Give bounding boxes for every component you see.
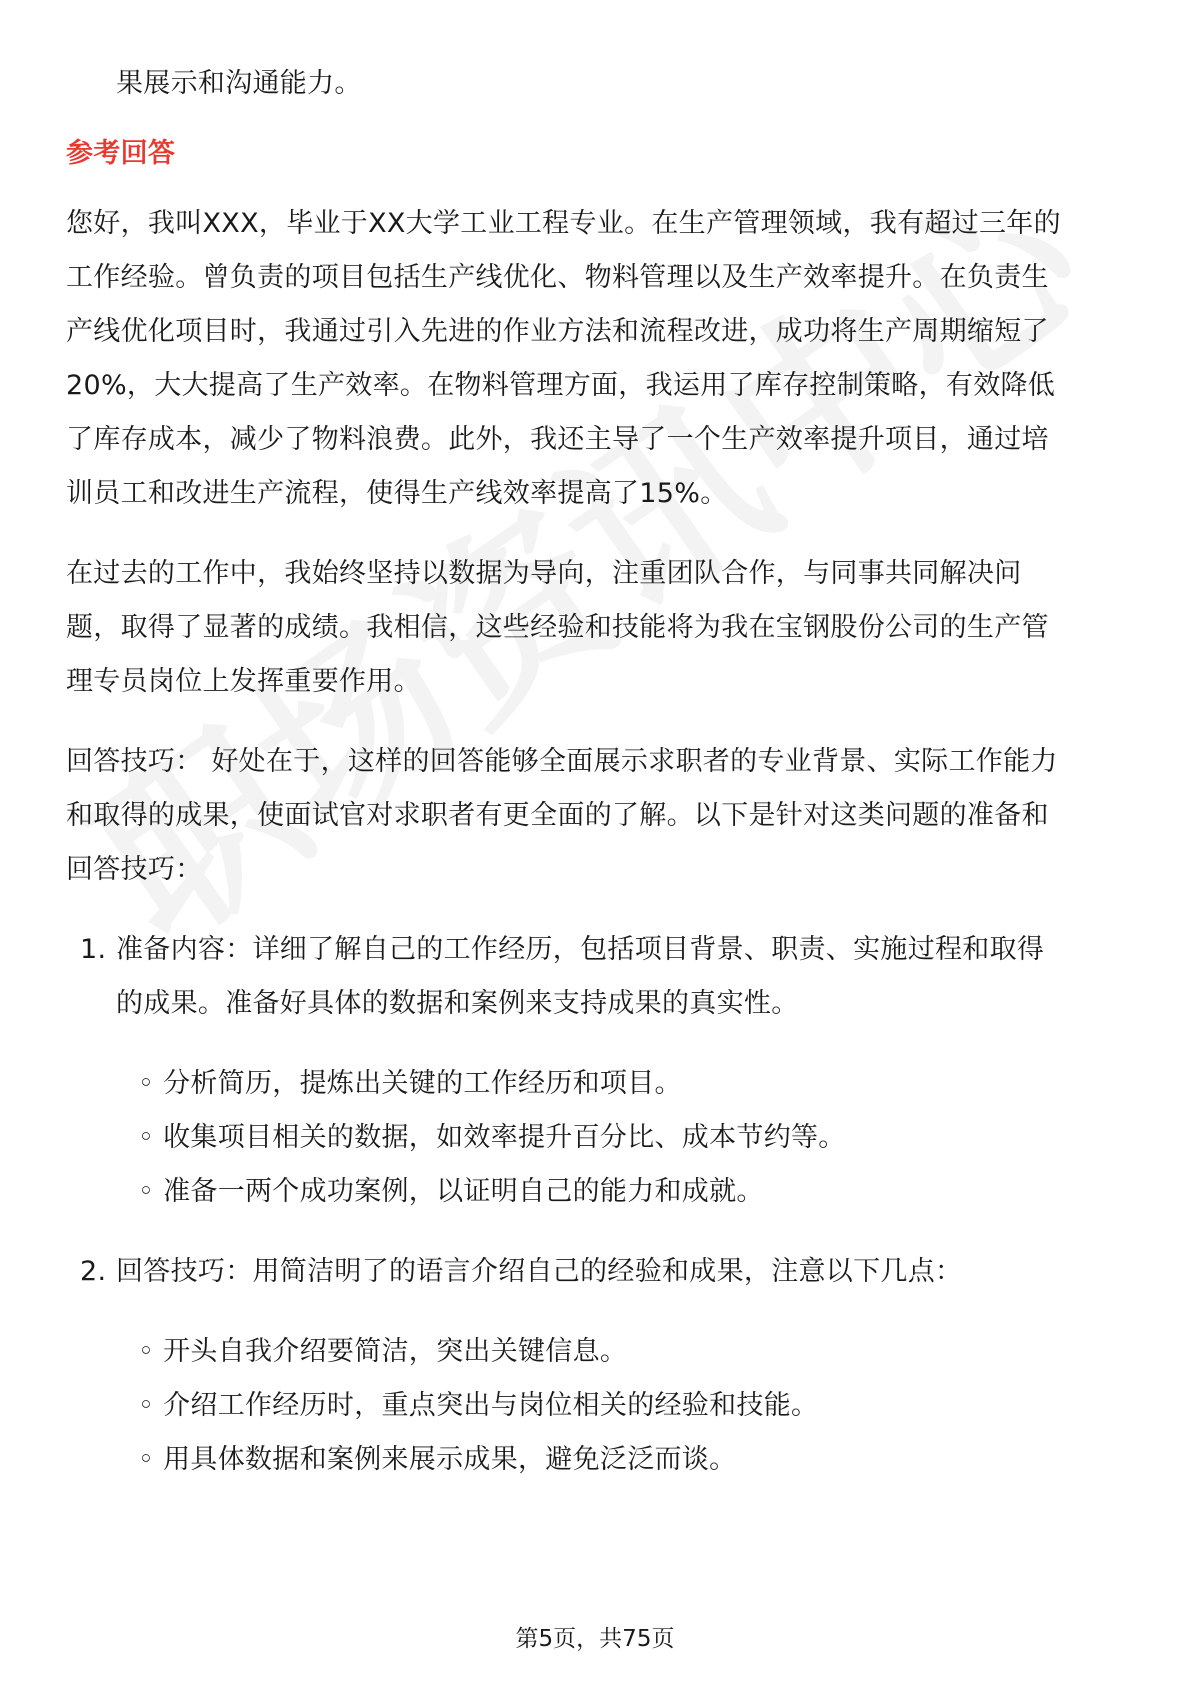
list-number: 2. xyxy=(80,1256,107,1287)
list-number: 1. xyxy=(80,934,107,965)
paragraph-line: 训员工和改进生产流程，使得生产线效率提高了15%。 xyxy=(66,478,728,509)
sub-list-item: ◦ 收集项目相关的数据，如效率提升百分比、成本节约等。 xyxy=(138,1122,846,1153)
paragraph-line: 产线优化项目时，我通过引入先进的作业方法和流程改进，成功将生产周期缩短了 xyxy=(66,316,1049,347)
paragraph-line: 20%，大大提高了生产效率。在物料管理方面，我运用了库存控制策略，有效降低 xyxy=(66,370,1056,401)
sub-list-item: ◦ 分析简历，提炼出关键的工作经历和项目。 xyxy=(138,1068,682,1099)
sub-list-item: ◦ 准备一两个成功案例，以证明自己的能力和成就。 xyxy=(138,1176,764,1207)
list-item-line: 准备内容：详细了解自己的工作经历，包括项目背景、职责、实施过程和取得 xyxy=(116,934,1045,965)
paragraph-line: 回答技巧： xyxy=(66,854,203,885)
page-indicator: 第5页，共75页 xyxy=(515,1626,675,1652)
paragraph-line: 在过去的工作中，我始终坚持以数据为导向，注重团队合作，与同事共同解决问 xyxy=(66,558,1022,589)
paragraph-line: 题，取得了显著的成绩。我相信，这些经验和技能将为我在宝钢股份公司的生产管 xyxy=(66,612,1049,643)
sub-list-item: ◦ 用具体数据和案例来展示成果，避免泛泛而谈。 xyxy=(138,1444,737,1475)
paragraph-line: 了库存成本，减少了物料浪费。此外，我还主导了一个生产效率提升项目，通过培 xyxy=(66,424,1049,455)
sub-list-item: ◦ 介绍工作经历时，重点突出与岗位相关的经验和技能。 xyxy=(138,1390,819,1421)
paragraph-line: 工作经验。曾负责的项目包括生产线优化、物料管理以及生产效率提升。在负责生 xyxy=(66,262,1049,293)
sub-list-item: ◦ 开头自我介绍要简洁，突出关键信息。 xyxy=(138,1336,628,1367)
section-heading: 参考回答 xyxy=(66,138,176,169)
list-item-line: 的成果。准备好具体的数据和案例来支持成果的真实性。 xyxy=(116,988,799,1019)
paragraph-line: 您好，我叫XXX，毕业于XX大学工业工程专业。在生产管理领域，我有超过三年的 xyxy=(66,208,1061,239)
paragraph-line: 回答技巧： 好处在于，这样的回答能够全面展示求职者的专业背景、实际工作能力 xyxy=(66,746,1058,777)
list-item-line: 回答技巧：用简洁明了的语言介绍自己的经验和成果，注意以下几点： xyxy=(116,1256,963,1287)
text-line: 果展示和沟通能力。 xyxy=(116,68,362,99)
paragraph-line: 理专员岗位上发挥重要作用。 xyxy=(66,666,421,697)
paragraph-line: 和取得的成果，使面试官对求职者有更全面的了解。以下是针对这类问题的准备和 xyxy=(66,800,1049,831)
